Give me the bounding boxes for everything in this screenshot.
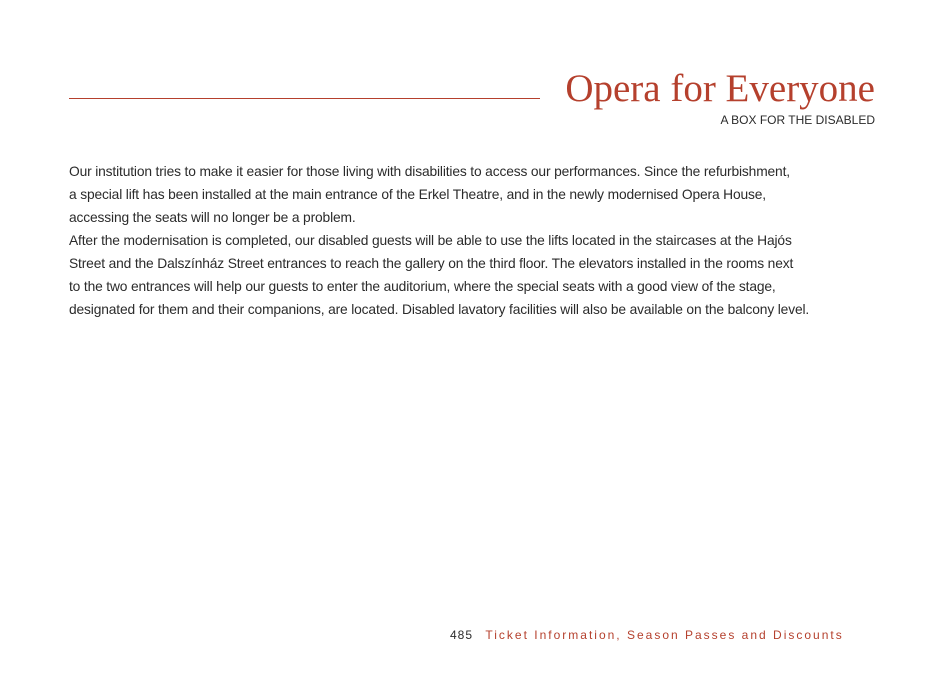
body-line: After the modernisation is completed, our disabled guests will be able to use the lifts located in the staircases at the Hajós xyxy=(69,233,792,248)
body-line: accessing the seats will no longer be a problem. xyxy=(69,210,356,225)
page-subtitle: A BOX FOR THE DISABLED xyxy=(720,113,875,127)
body-line: a special lift has been installed at the main entrance of the Erkel Theatre, and in the newly modernised Opera House, xyxy=(69,187,766,202)
page-title: Opera for Everyone xyxy=(565,67,875,110)
body-line: to the two entrances will help our guests to enter the auditorium, where the special seats with a good view of the stage, xyxy=(69,279,776,294)
page-footer xyxy=(450,627,844,643)
body-line: Street and the Dalszínház Street entrances to reach the gallery on the third floor. The elevators installed in the rooms next xyxy=(69,256,794,271)
body-line: designated for them and their companions, are located. Disabled lavatory facilities will also be available on the balcony level. xyxy=(69,302,810,317)
body-paragraph xyxy=(69,160,889,321)
footer-section-title: Ticket Information, Season Passes and Discounts xyxy=(485,628,844,642)
header-rule xyxy=(69,98,540,99)
page-number: 485 xyxy=(450,628,474,642)
body-line: Our institution tries to make it easier for those living with disabilities to access our performances. Since the refurbishment, xyxy=(69,164,790,179)
